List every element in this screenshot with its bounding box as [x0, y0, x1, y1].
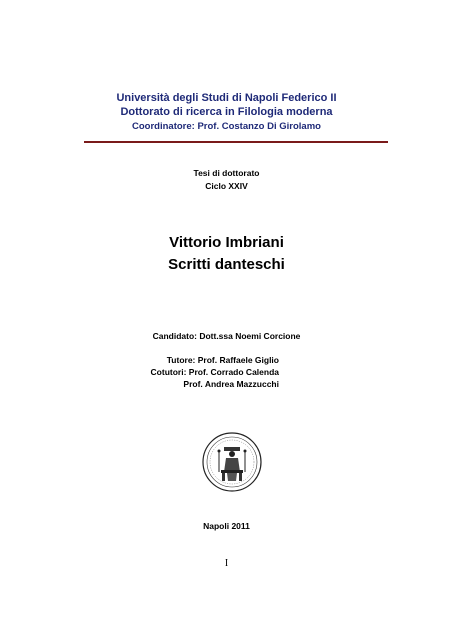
candidate: Candidato: Dott.ssa Noemi Corcione — [152, 331, 301, 341]
cotutors-line-1: Cotutori: Prof. Corrado Calenda — [150, 367, 279, 377]
doctorate-program: Dottorato di ricerca in Filologia moderna — [120, 106, 333, 118]
page-number: I — [224, 558, 229, 569]
thesis-type: Tesi di dottorato — [193, 168, 260, 178]
coordinator: Coordinatore: Prof. Costanzo Di Girolamo — [132, 121, 321, 132]
thesis-cycle: Ciclo XXIV — [205, 181, 248, 191]
university-seal-icon — [202, 432, 262, 492]
tutor: Tutore: Prof. Raffaele Giglio — [166, 355, 279, 365]
university-name: Università degli Studi di Napoli Federico II — [116, 92, 337, 104]
author-title: Vittorio Imbriani — [169, 234, 284, 251]
work-title: Scritti danteschi — [168, 256, 285, 273]
cotutors-line-2: Prof. Andrea Mazzucchi — [183, 379, 279, 389]
header-rule — [84, 141, 388, 143]
place-year: Napoli 2011 — [203, 521, 250, 531]
